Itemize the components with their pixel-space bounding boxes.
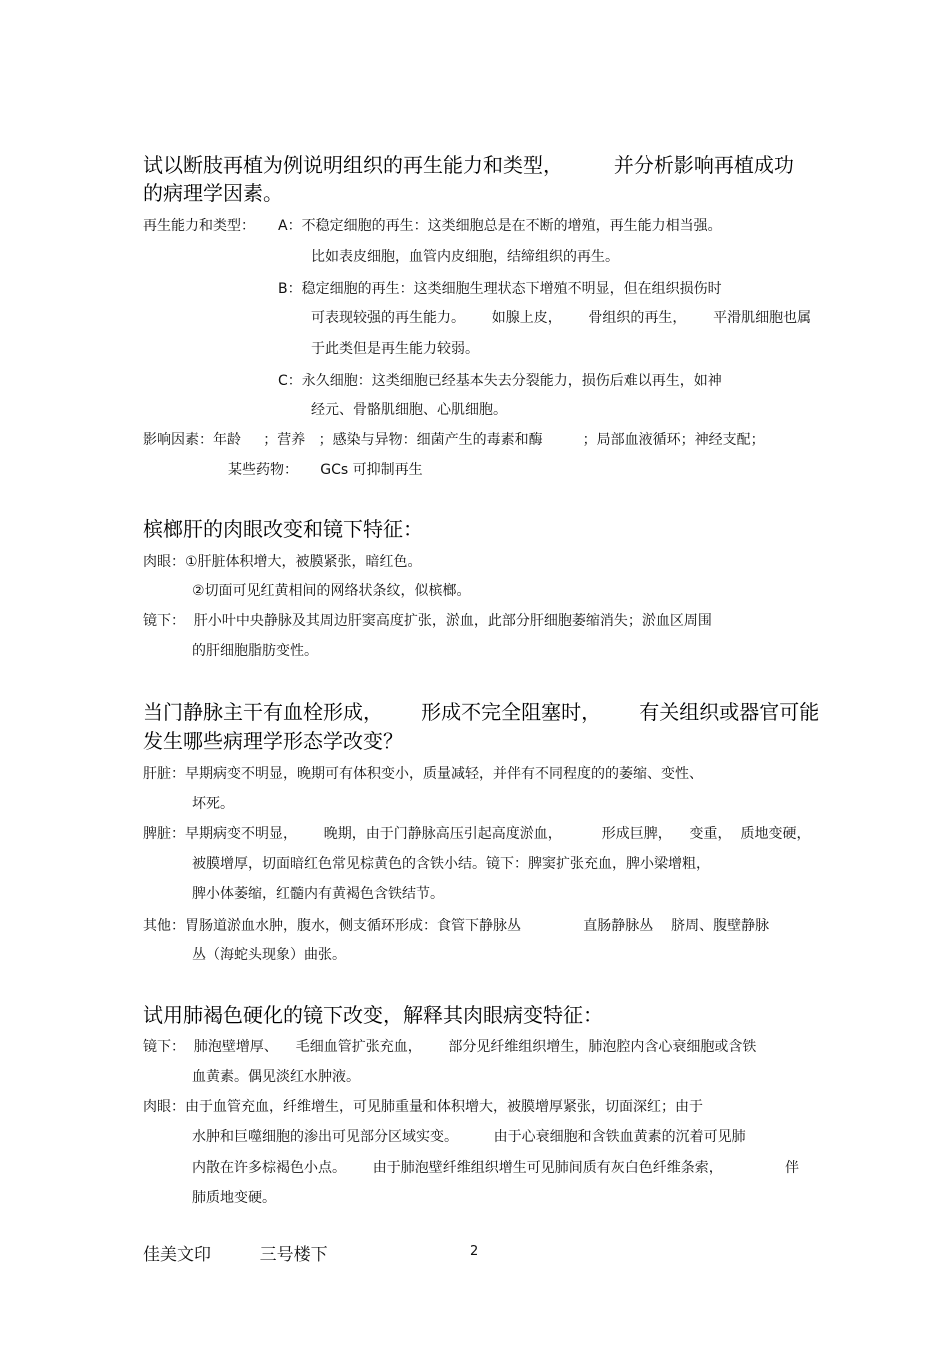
unstable-cells-line-1: A：不稳定细胞的再生：这类细胞总是在不断的增殖，再生能力相当强。 xyxy=(278,218,722,234)
factors-line-1: 影响因素：年龄 ；营养 ；感染与异物：细菌产生的毒素和酶 ；局部血液循环；神经支配； xyxy=(143,432,765,448)
permanent-cells-line-1: C：永久细胞：这类细胞已经基本失去分裂能力，损伤后难以再生，如神 xyxy=(278,373,722,389)
regeneration-label: 再生能力和类型： xyxy=(143,218,255,234)
lung-gross-line-1: 肉眼：由于血管充血，纤维增生，可见肺重量和体积增大，被膜增厚紧张，切面深红；由于 xyxy=(143,1099,703,1115)
micro-line-1: 镜下： 肝小叶中央静脉及其周边肝窦高度扩张，淤血，此部分肝细胞萎缩消失；淤血区周围 xyxy=(143,613,712,629)
spleen-line-1: 脾脏：早期病变不明显， 晚期，由于门静脉高压引起高度淤血， 形成巨脾， 变重， 质地变硬， xyxy=(143,826,811,842)
question-3-title-line-1: 当门静脉主干有血栓形成， 形成不完全阻塞时， 有关组织或器官可能 xyxy=(143,700,820,724)
spleen-line-3: 脾小体萎缩，红髓内有黄褐色含铁结节。 xyxy=(192,886,444,902)
factors-line-2: 某些药物： GCs 可抑制再生 xyxy=(228,462,423,478)
lung-gross-line-4: 肺质地变硬。 xyxy=(192,1190,276,1206)
question-3-title-line-2: 发生哪些病理学形态学改变？ xyxy=(143,729,403,753)
spleen-line-2: 被膜增厚，切面暗红色常见棕黄色的含铁小结。镜下：脾窦扩张充血，脾小梁增粗， xyxy=(192,856,710,872)
liver-line-2: 坏死。 xyxy=(192,796,234,812)
liver-line-1: 肝脏：早期病变不明显，晚期可有体积变小，质量减轻，并伴有不同程度的的萎缩、变性、 xyxy=(143,766,703,782)
question-1-title-line-1: 试以断肢再植为例说明组织的再生能力和类型， 并分析影响再植成功 xyxy=(143,153,794,177)
lung-micro-line-1: 镜下： 肺泡壁增厚、 毛细血管扩张充血， 部分见纤维组织增生，肺泡腔内含心衰细胞或含铁 xyxy=(143,1039,757,1055)
stable-cells-line-3: 于此类但是再生能力较弱。 xyxy=(311,341,479,357)
micro-line-2: 的肝细胞脂肪变性。 xyxy=(192,643,318,659)
question-1-title-line-2: 的病理学因素。 xyxy=(143,181,283,205)
permanent-cells-line-2: 经元、骨骼肌细胞、心肌细胞。 xyxy=(311,402,507,418)
gross-line-1: 肉眼：①肝脏体积增大，被膜紧张，暗红色。 xyxy=(143,554,422,570)
other-line-2: 丛（海蛇头现象）曲张。 xyxy=(192,947,346,963)
page-number: 2 xyxy=(470,1244,479,1259)
question-4-title: 试用肺褐色硬化的镜下改变，解释其肉眼病变特征： xyxy=(143,1003,603,1027)
lung-gross-line-2: 水肿和巨噬细胞的渗出可见部分区域实变。 由于心衰细胞和含铁血黄素的沉着可见肺 xyxy=(192,1129,746,1145)
gross-line-2: ②切面可见红黄相间的网络状条纹，似槟榔。 xyxy=(192,583,471,599)
stable-cells-line-2: 可表现较强的再生能力。 如腺上皮， 骨组织的再生， 平滑肌细胞也属 xyxy=(311,310,812,326)
lung-gross-line-3: 内散在许多棕褐色小点。 由于肺泡壁纤维组织增生可见肺间质有灰白色纤维条索， 伴 xyxy=(192,1160,800,1176)
lung-micro-line-2: 血黄素。偶见淡红水肿液。 xyxy=(192,1069,360,1085)
question-2-title: 槟榔肝的肉眼改变和镜下特征： xyxy=(143,517,423,541)
footer-text: 佳美文印 三号楼下 xyxy=(143,1245,328,1265)
other-line-1: 其他：胃肠道淤血水肿，腹水，侧支循环形成：食管下静脉丛 直肠静脉丛 脐周、腹壁静脉 xyxy=(143,918,770,934)
stable-cells-line-1: B：稳定细胞的再生：这类细胞生理状态下增殖不明显，但在组织损伤时 xyxy=(278,281,722,297)
unstable-cells-line-2: 比如表皮细胞，血管内皮细胞，结缔组织的再生。 xyxy=(311,249,619,265)
